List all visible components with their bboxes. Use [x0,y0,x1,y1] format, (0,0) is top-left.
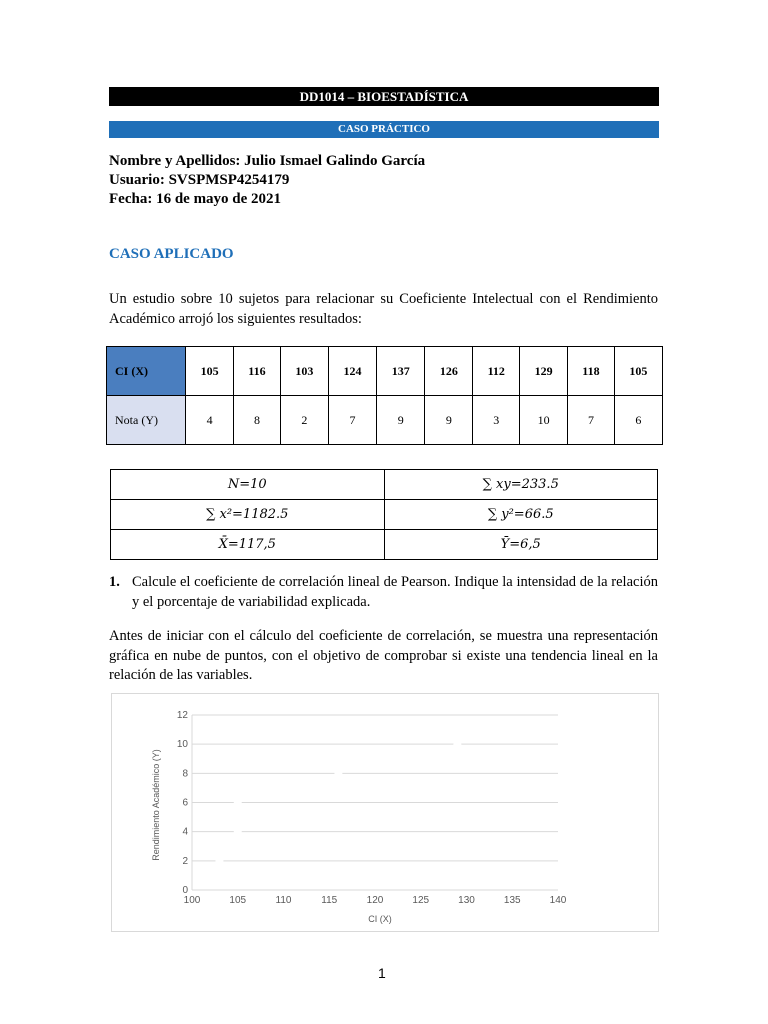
y-tick-label: 2 [182,855,188,867]
x-axis-ticks [184,895,567,906]
x-tick-label: 105 [229,895,247,906]
student-user: Usuario: SVSPMSP4254179 [109,172,290,188]
section-title: CASO APLICADO [109,246,234,262]
x-cell: 118 [568,347,615,396]
y-cell: 4 [186,396,234,445]
stat-sum-x2: ∑ x²=1182.5 [111,500,385,530]
stat-sum-y2: ∑ y²=66.5 [384,500,658,530]
scatter-chart [111,693,659,932]
question-number: 1. [109,574,120,590]
gridlines [192,715,558,890]
data-point [353,784,361,792]
x-tick-label: 110 [275,895,292,906]
x-cell: 103 [280,347,328,396]
x-tick-label: 120 [366,895,384,906]
x-tick-label: 135 [503,895,521,906]
y-tick-label: 6 [182,797,188,809]
data-point [234,828,242,836]
data-point [234,799,242,807]
x-cell: 116 [234,347,281,396]
data-point [453,740,461,748]
table-row-y [107,396,663,445]
stat-mean-x: X̄=117,5 [111,530,385,560]
y-axis-label: Rendimiento Académico (Y) [151,749,161,861]
y-tick-label: 0 [182,885,188,896]
x-cell: 126 [425,347,473,396]
chart-intro-paragraph: Antes de iniciar con el cálculo del coeficiente de correlación, se muestra una representación gráfica en nube de puntos, con el objetivo de comprobar si existe una tendencia lineal en la relación de las variables. [109,628,658,683]
y-header: Nota (Y) [107,396,186,445]
x-tick-label: 115 [321,895,338,906]
x-tick-label: 125 [412,895,430,906]
y-tick-label: 12 [176,710,188,721]
stats-row [111,530,658,560]
stat-sum-xy: ∑ xy=233.5 [384,470,658,500]
y-cell: 8 [234,396,281,445]
data-point [426,755,434,763]
data-point [215,857,223,865]
x-cell: 105 [614,347,662,396]
y-cell: 7 [568,396,615,445]
intro-paragraph: Un estudio sobre 10 sujetos para relacionar su Coeficiente Intelectual con el Rendimiento Académico arrojó los siguientes resultados: [109,291,658,327]
y-tick-label: 4 [182,826,188,838]
x-cell: 129 [520,347,568,396]
y-cell: 7 [328,396,376,445]
y-tick-label: 8 [182,768,188,780]
x-tick-label: 100 [183,895,201,906]
y-axis-ticks [177,710,189,896]
data-point [408,784,416,792]
y-cell: 10 [520,396,568,445]
x-header: CI (X) [107,347,186,396]
x-cell: 124 [328,347,376,396]
question-text: Calcule el coeficiente de correlación lineal de Pearson. Indique la intensidad de la relación y el porcentaje de variabilidad explicada. [132,574,658,610]
data-point [527,755,535,763]
scatter-chart-svg [112,694,658,931]
y-cell: 2 [280,396,328,445]
x-tick-label: 140 [549,895,567,906]
y-tick-label: 10 [176,739,188,751]
x-tick-label: 130 [458,895,475,906]
student-date: Fecha: 16 de mayo de 2021 [109,191,282,207]
stats-row [111,470,658,500]
case-subtitle: CASO PRÁCTICO [109,121,659,138]
x-axis-label: CI (X) [368,914,392,924]
page-number: 1 [378,965,386,981]
stat-n: N=10 [111,470,385,500]
question-1 [109,572,658,612]
data-point [298,842,306,850]
y-cell: 6 [614,396,662,445]
student-name: Nombre y Apellidos: Julio Ismael Galindo García [109,153,426,169]
x-cell: 112 [473,347,520,396]
data-point [334,769,342,777]
table-row-x [107,347,663,396]
stats-table [110,469,658,560]
data-table [106,346,663,445]
x-cell: 137 [377,347,425,396]
y-cell: 9 [425,396,473,445]
course-header: DD1014 – BIOESTADÍSTICA [109,87,659,106]
y-cell: 3 [473,396,520,445]
stats-row [111,500,658,530]
stat-mean-y: Ȳ=6,5 [384,530,658,560]
y-cell: 9 [377,396,425,445]
x-cell: 105 [186,347,234,396]
